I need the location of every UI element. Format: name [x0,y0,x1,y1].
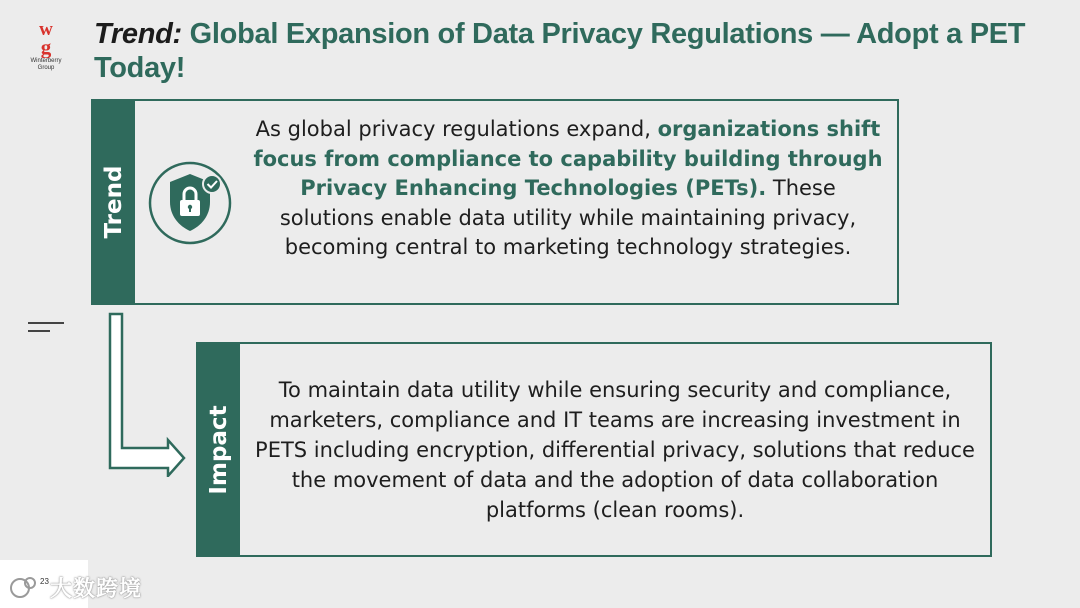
decorative-dash [28,322,64,324]
title-lead: Trend: [94,18,182,50]
trend-tab-label: Trend [101,165,127,239]
logo-brand-text: Winterberry Group [30,58,62,71]
page-title [94,17,1054,85]
trend-text [253,115,883,263]
trend-tab [93,101,135,303]
impact-tab-label: Impact [206,404,232,495]
svg-text:w: w [39,19,53,40]
impact-text: To maintain data utility while ensuring security and compliance, marketers, compliance and IT teams are increasing investment in PETS including encryption, differential privacy, solutions that reduce the movement of data and the adoption of data collaboration platforms (clean rooms). [255,378,975,522]
title-rest: Global Expansion of Data Privacy Regulations — Adopt a PET Today! [94,18,1026,84]
impact-box [196,342,992,557]
impact-tab [198,344,240,555]
connector-arrow-icon [104,312,194,477]
wg-logo-mark-icon [33,18,59,58]
trend-text-highlight: organizations shift focus from compliance to capability building through Privacy Enhancing Technologies (PETs). [253,117,883,200]
trend-text-intro: As global privacy regulations expand, [255,117,658,141]
watermark-logo-icon [8,574,38,600]
watermark-text: 大数跨境 [50,577,143,602]
svg-text:g: g [40,35,52,58]
shield-lock-icon [147,160,233,246]
decorative-dash [28,330,50,332]
page-number: 23 [40,577,49,586]
trend-text-rest: These solutions enable data utility while maintaining privacy, becoming central to marketing technology strategies. [279,176,857,259]
winterberry-logo [22,18,70,80]
